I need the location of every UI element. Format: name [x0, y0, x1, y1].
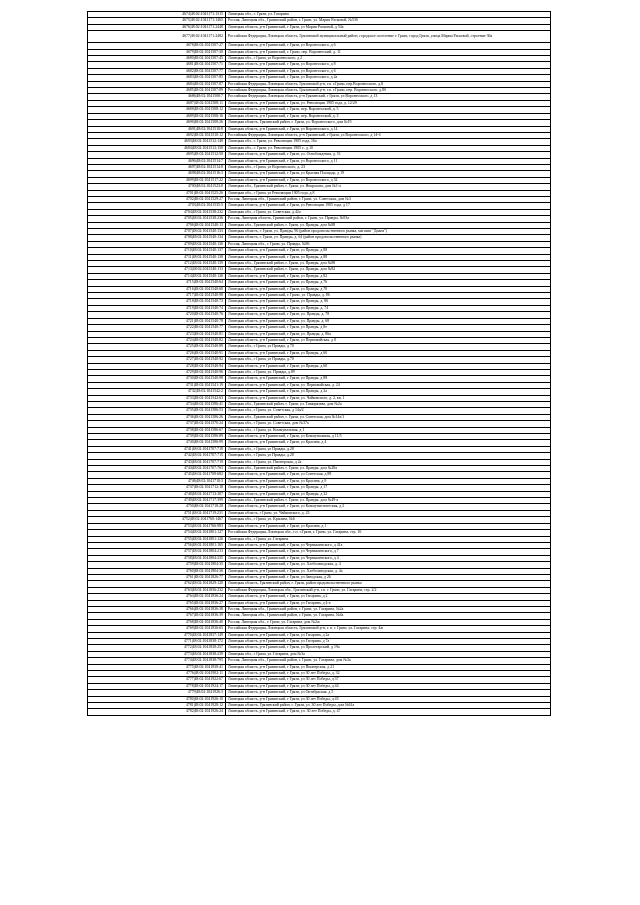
cadastral-number-cell: 4750|48:02:1041718:28 [88, 504, 226, 510]
cadastral-number-cell: 4674|48:02:1041171:1315 [88, 12, 226, 18]
cadastral-number-cell: 4778|48:02:1041924:17 [88, 683, 226, 689]
address-cell: Липецкая обл., г Грязи, ул. Советская, дом №37а [226, 421, 551, 427]
address-cell: Липецкая область, р-н Грязинский, г Грязи, ул Правды, д 88 [226, 248, 551, 254]
cadastral-number-cell: 4694|48:02:1041512:150 [88, 145, 226, 151]
address-cell: Липецкая область, р-н Грязинский, г Грязи, ул Правды, д 82 [226, 273, 551, 279]
cadastral-number-cell: 4769|48:02:1041836:65 [88, 626, 226, 632]
cadastral-number-cell: 4714|48:02:1041540:126 [88, 273, 226, 279]
table-row [88, 709, 551, 715]
address-cell: Липецкая область, р-н Грязинский, г Грязи, ул Правды, д 88 [226, 254, 551, 260]
address-cell: Российская Федерация, Липецкая обл., г.п. г.Грязи, г. Грязи, ул. Гагарина, стр. 16 [226, 530, 551, 536]
cadastral-number-cell: 4754|48:02:1041801:127 [88, 530, 226, 536]
address-cell: Липецкая область, г. Грязи, ул. Правды, 96 (район продовольственного рынка, магазин "Диана") [226, 229, 551, 235]
cadastral-number-cell: 4773|48:02:1041838:239 [88, 651, 226, 657]
address-cell: Липецкая область, р-н Грязинский, г Грязи, ул Гагарина, д 4-а [226, 600, 551, 606]
cadastral-number-cell: 4675|48:02:1041171:1465 [88, 18, 226, 24]
cadastral-number-cell: 4766|48:02:1041836:38 [88, 606, 226, 612]
cadastral-number-cell: 4753|48:02:1041766:983 [88, 523, 226, 529]
address-cell: Липецкая область, р-н Грязинский, г Грязи, ул Красина, д 9 [226, 478, 551, 484]
address-cell: Липецкая обл., Грязинский район, г. Грязи, ул. Некрасова, дом №1-а [226, 184, 551, 190]
address-table-body [88, 12, 551, 716]
cadastral-number-cell: 4690|48:02:1041508:26 [88, 120, 226, 126]
address-cell: Липецкая область, р-н Грязинский, г Грязи, ул Чернышевского, д 7 [226, 549, 551, 555]
cadastral-number-cell: 4710|48:02:1041540:137 [88, 248, 226, 254]
address-cell: Липецкая область, р-н Грязинский, г Грязи, ул. Хлебозаводская, д. 4а [226, 568, 551, 574]
address-cell: Липецкая область, р-н Грязинский, г Грязи, ул Воронеоского, д 32 [226, 177, 551, 183]
address-cell: Липецкая область, р-н Грязинский, г Грязи, ул. Правды, д. 78 [226, 312, 551, 318]
cadastral-number-cell: 4745|48:02:1041708:682 [88, 472, 226, 478]
address-cell: Российская Федерация, Липецкая обл., Грязинский р-н, г.п. г. Грязи, ул. Гагарина, стр. 2/2 [226, 587, 551, 593]
cadastral-number-cell: 4758|48:02:1041804:235 [88, 555, 226, 561]
address-cell: Липецкая область, р-н Грязинский, г. Грязи, ул. Правды, д. 86 [226, 293, 551, 299]
address-cell: Россия, Липецкая обл., Грязинский район, г. Грязи, ул. Гагарина, №4а [226, 613, 551, 619]
cadastral-number-cell: 4684|48:02:1041507:87 [88, 81, 226, 87]
cadastral-number-cell: 4679|48:02:1041507:30 [88, 49, 226, 55]
address-cell: Российская Федерация, Липецкая область, р-н Грязинский, г Грязи, ул Воронеоского, д 13 [226, 94, 551, 100]
address-cell: Липецкая область, р-н Грязинский, г Грязи, ул 30 лет Победы, д 37 [226, 677, 551, 683]
cadastral-number-cell: 4717|48:02:1041540:98 [88, 293, 226, 299]
cadastral-number-cell: 4740|48:02:1041586:99 [88, 440, 226, 446]
cadastral-number-cell: 4756|48:02:1041801:165 [88, 542, 226, 548]
cadastral-number-cell: 4772|48:02:1041838:257 [88, 645, 226, 651]
address-cell: Липецкая обл., г Грязи, ул Правды, д.28 [226, 446, 551, 452]
address-cell: Липецкая обл., г Грязи, ул. Пионерская, д 2а [226, 459, 551, 465]
cadastral-number-cell: 4780|48:02:1041926:10 [88, 696, 226, 702]
address-cell: Липецкая область, р-н Грязинский, г Грязи, ул. Правды, д. 68 [226, 318, 551, 324]
address-cell: Липецкая область, р-н Грязинский, г Грязи, ул Правды, д. 74 [226, 305, 551, 311]
cadastral-number-cell: 4768|48:02:1041836:40 [88, 619, 226, 625]
cadastral-number-cell: 4707|48:02:1041540:133 [88, 229, 226, 235]
cadastral-number-cell: 4764|48:02:1041836:24 [88, 594, 226, 600]
cadastral-number-cell: 4731|48:02:1041541:19 [88, 382, 226, 388]
address-cell: Липецкая обл., г Грязи, ул Воронеоского, д 2 [226, 56, 551, 62]
cadastral-number-cell: 4774|48:02:1041838:795 [88, 658, 226, 664]
address-cell: Липецкая обл., г Грязи, ул. Советская, д 14а/2 [226, 408, 551, 414]
address-cell: Липецкая обл., г. Грязи, ул. Революции 1905 года, 16а [226, 139, 551, 145]
address-cell: Российская Федерация, Липецкая область, Грязинский р-н, г. п. г. Грязи, ул. Гагарина, стр. 4ж [226, 626, 551, 632]
cadastral-number-cell: 4776|48:02:1041902:11 [88, 671, 226, 677]
cadastral-number-cell: 4691|48:02:1041510:8 [88, 126, 226, 132]
address-cell: Липецкая область, р-н Грязинский, г Грязи, ул Гагарина, д 7а [226, 639, 551, 645]
cadastral-number-cell: 4683|48:02:1041507:85 [88, 75, 226, 81]
cadastral-number-cell: 4716|48:02:1041540:68 [88, 286, 226, 292]
address-cell: Липецкая область, р-н Грязинский, г Грязи, ул Воронеоского, д 14 [226, 126, 551, 132]
cadastral-number-cell: 4757|48:02:1041804:213 [88, 549, 226, 555]
cadastral-number-cell: 4741|48:02:1041707:718 [88, 446, 226, 452]
address-cell: Липецкая обл., Грязинский район, г. Грязи, ул. Тимирязева, дом №2а [226, 401, 551, 407]
address-cell: Липецкая область, г Грязи, ул. Чайковского, д. 23 [226, 510, 551, 516]
cadastral-number-cell: 4760|48:02:1041804:36 [88, 568, 226, 574]
cadastral-number-cell: 4686|48:02:1041508:7 [88, 94, 226, 100]
address-cell: Липецкая область, р-н Грязинский, г Грязи, ул Заводская, д 26 [226, 574, 551, 580]
cadastral-number-cell: 4755|48:02:1041801:126 [88, 536, 226, 542]
cadastral-number-cell: 4696|48:02:1041514:7 [88, 158, 226, 164]
address-cell: Липецкая область, р-н Грязинский, г Грязи, ул Марии Расковой, д 54а [226, 24, 551, 30]
address-cell: Липецкая область, р-н Грязинский, г. Грязи, пер. Воронеоский, д. 11 [226, 49, 551, 55]
address-cell: Липецкая область, р-н Грязинский, г Грязи, ул Правды, д 17 [226, 485, 551, 491]
address-cell: Липецкая обл., г Грязи, ул Воронеоского, д. 23 [226, 164, 551, 170]
cadastral-number-cell: 4726|48:02:1041540:91 [88, 350, 226, 356]
address-cell: Россия, Липецкая обл., Грязинский район, г. Грязи, ул. Марии Расковой, №53б [226, 18, 551, 24]
cadastral-number-cell: 4779|48:02:1041926:3 [88, 690, 226, 696]
address-cell: Липецкая область, р-н Грязинский, г Грязи, ул 30 лет Победы, д. 32 [226, 671, 551, 677]
address-cell: Липецкая область, р-н Грязинский, г Грязи, ул. Первомайская, д. 24 [226, 382, 551, 388]
cadastral-number-cell: 4682|48:02:1041507:77 [88, 68, 226, 74]
address-cell: Липецкая обл., г Грязи, ул Правды, д.28 [226, 453, 551, 459]
cadastral-number-cell: 4763|48:02:1041836:232 [88, 587, 226, 593]
address-cell: Липецкая область, Грязинский район, г. Грязи, ул. 30 лет Победы, дом №61а [226, 703, 551, 709]
cadastral-number-cell: 4734|48:02:1041586:41 [88, 401, 226, 407]
address-cell: Липецкая обл., Грязинский район, г. Грязи, ул. Правды, дом №88 [226, 261, 551, 267]
cadastral-number-cell: 4727|48:02:1041540:92 [88, 357, 226, 363]
cadastral-number-cell: 4719|48:02:1041540:74 [88, 305, 226, 311]
address-cell: Липецкая обл., Грязинский район, г. Грязи, ул. Правды, дом №82 [226, 267, 551, 273]
cadastral-number-cell: 4687|48:02:1041508:11 [88, 100, 226, 106]
address-cell: Липецкая область, р-н Грязинский, г Грязи, пер. Воронеоский, д. 3 [226, 113, 551, 119]
address-cell: Липецкая область, р-н Грязинский, г Грязи, ул Революции 1905 года, д 17 [226, 203, 551, 209]
address-cell: Липецкая область, р-н Грязинский, г Грязи, ул Чернышевского, д 4 [226, 555, 551, 561]
address-cell: Российская Федерация, Липецкая область, Грязинский р-н, г.п. г.Грязи, пер.Воронеоского, д.8 [226, 81, 551, 87]
cadastral-number-cell: 4735|48:02:1041586:53 [88, 408, 226, 414]
address-cell: Липецкая область, р-н Грязинский, г Грязи, ул Чернышевского, д 41а [226, 542, 551, 548]
cadastral-number-cell: 4718|48:02:1041540:73 [88, 299, 226, 305]
address-cell: Липецкая область, р-н Грязинский, г Грязи, ул Коммунистическая, д 2 [226, 504, 551, 510]
cadastral-number-cell: 4759|48:02:1041804:35 [88, 562, 226, 568]
cadastral-number-cell: 4712|48:02:1041540:139 [88, 261, 226, 267]
address-cell: Липецкая область, р-н Грязинский, г Грязи, ул Воронеоского, д 6 [226, 43, 551, 49]
address-cell: Липецкая область, р-н Грязинский, г Грязи, ул 30 лет Победы, д 44 [226, 683, 551, 689]
address-cell: Липецкая обл., г Грязи, ул Революции 1905 года, д.8 [226, 190, 551, 196]
address-cell: Липецкая область, р-н Грязинский, г Грязи, ул Правды, д 8е [226, 325, 551, 331]
cadastral-number-cell: 4709|48:02:1041540:136 [88, 241, 226, 247]
address-cell: Липецкая обл., Грязинский район, г. Грязи, ул. Советская, дом №14а/1 [226, 414, 551, 420]
cadastral-number-cell: 4767|48:02:1041836:39 [88, 613, 226, 619]
address-cell: Липецкая область, р-н Грязинский, г Грязи, ул Правды, д 60 [226, 350, 551, 356]
address-cell: Липецкая область, р-н Грязинский, г Грязи, ул. Правды, д. 86а [226, 331, 551, 337]
cadastral-number-cell: 4722|48:02:1041540:77 [88, 325, 226, 331]
address-cell: Россия, Липецкая область, Грязинский район, г. Грязи, ул. Правды, №93а [226, 216, 551, 222]
cadastral-number-cell: 4698|48:02:1041516:3 [88, 171, 226, 177]
cadastral-number-cell: 4708|48:02:1041540:134 [88, 235, 226, 241]
address-cell: Липецкая область, Грязинский район, г. Грязи, район продовольственного рынка [226, 581, 551, 587]
address-cell: Российская Федерация, Липецкая область, р-н Грязинский, г Грязи, ул Воронеоского, д 14-б [226, 132, 551, 138]
cadastral-number-cell: 4777|48:02:1041922:67 [88, 677, 226, 683]
address-cell: Липецкая обл., Грязинский район, г. Грязи, ул. Правды, дом №49-а [226, 498, 551, 504]
address-cell: Липецкая обл., г Грязи, ул. Коммунальная, д 1 [226, 427, 551, 433]
address-cell: Липецкая область, р-н Грязинский, г Грязи, ул Красина, д 1 [226, 523, 551, 529]
table-row [88, 31, 551, 43]
address-cell: Липецкая область, р-н Грязинский, г Грязи, ул. 30 лет Победы, д. 47 [226, 709, 551, 715]
address-cell: Липецкая область, р-н Грязинский, г Грязи, ул Пролетарский, д 19а [226, 645, 551, 651]
cadastral-number-cell: 4782|48:02:1041926:24 [88, 709, 226, 715]
cadastral-number-cell: 4723|48:02:1041540:81 [88, 331, 226, 337]
cadastral-number-cell: 4704|48:02:1041538:232 [88, 209, 226, 215]
cadastral-number-cell: 4695|48:02:1041512:50 [88, 152, 226, 158]
cadastral-number-cell: 4729|48:02:1041540:96 [88, 369, 226, 375]
cadastral-number-cell: 4725|48:02:1041540:89 [88, 344, 226, 350]
cadastral-number-cell: 4775|48:02:1041838:41 [88, 664, 226, 670]
address-cell: Липецкая область, р-н Грязинский, г Грязи, ул Красная Площадь, д 19 [226, 171, 551, 177]
cadastral-number-cell: 4738|48:02:1041586:67 [88, 427, 226, 433]
address-cell: Липецкая область, р-н Грязинский, г Грязи, ул Гагарина, д 2а [226, 632, 551, 638]
cadastral-number-cell: 4689|48:02:1041508:16 [88, 113, 226, 119]
address-cell: Липецкая обл., г Грязи, ул Правды, д.70 [226, 357, 551, 363]
cadastral-number-cell: 4732|48:02:1041542:2 [88, 389, 226, 395]
address-cell: Липецкая обл., Грязинский район, г. Грязи, ул. Правды, дом №28а [226, 466, 551, 472]
cadastral-number-cell: 4728|48:02:1041540:94 [88, 363, 226, 369]
cadastral-number-cell: 4765|48:02:1041836:27 [88, 600, 226, 606]
address-cell: Липецкая область, р-н Грязинский, г Грязи, ул. Чайковского, д. 2, кв. 1 [226, 395, 551, 401]
address-cell: Липецкая область, р-н Грязинский, г Грязи, ул Воронеоского, д 2а [226, 75, 551, 81]
address-cell: Липецкая область, р-н Грязинский, г Грязи, ул Правды, д 76 [226, 280, 551, 286]
cadastral-number-cell: 4733|48:02:1041542:63 [88, 395, 226, 401]
cadastral-number-cell: 4749|48:02:1041717:399 [88, 498, 226, 504]
cadastral-number-cell: 4701|48:02:1041525:26 [88, 190, 226, 196]
cadastral-number-cell: 4692|48:02:1041510:12 [88, 132, 226, 138]
address-cell: Российская Федерация, Липецкая область, Грязинский р-н, г.п. г.Грязи, пер. Воронеоского, д.8б [226, 88, 551, 94]
cadastral-number-cell: 4693|48:02:1041512:148 [88, 139, 226, 145]
cadastral-number-cell: 4685|48:02:1041507:89 [88, 88, 226, 94]
cadastral-number-cell: 4703|48:02:1041535:5 [88, 203, 226, 209]
address-cell: Липецкая обл., г. Грязи, ул. Гагарина [226, 12, 551, 18]
cadastral-number-cell: 4762|48:02:1041829:120 [88, 581, 226, 587]
cadastral-number-cell: 4715|48:02:1041540:64 [88, 280, 226, 286]
address-cell: Липецкая область, р-н Грязинский, г Грязи, ул Пионерская, д 21 [226, 664, 551, 670]
cadastral-number-cell: 4752|48:02:1041760:1467 [88, 517, 226, 523]
address-cell: Россия, Липецкая обл., Грязинский район, г. Грязи, ул. Советская, дом №3 [226, 196, 551, 202]
address-cell: Липецкая область, р-н Грязинский, г Грязи, ул Коммунальная, д 11/5 [226, 434, 551, 440]
address-cell: Липецкая область, р-н Грязинский, г Грязи, ул Правды, д 88 [226, 376, 551, 382]
cadastral-number-cell: 4678|48:02:1041507:27 [88, 43, 226, 49]
address-cell: Российская Федерация, Липецкая область, Грязинский муниципальный район, городское поселение г. Грязи, город Грязи, улица Марии Расковой, строение 36а [226, 31, 551, 43]
document-sheet [87, 11, 550, 716]
address-cell: Липецкая область, Грязинский район, г. Грязи, ул. Воронеоского, дом №19 [226, 120, 551, 126]
address-cell: Россия, Липецкая обл., Грязинский район, г. Грязи, ул. Гагарина, №2а [226, 606, 551, 612]
cadastral-number-cell: 4688|48:02:1041508:12 [88, 107, 226, 113]
address-cell: Липецкая обл., г Грязи, ул. Гагарина [226, 536, 551, 542]
address-cell: Липецкая область, р-н Грязинский, г Грязи, ул Красина, д 4 [226, 440, 551, 446]
cadastral-number-cell: 4724|48:02:1041540:82 [88, 337, 226, 343]
address-cell: Липецкая область, р-н Грязинский, г Грязи, ул. Революции 1905 года, д. 12/29 [226, 100, 551, 106]
cadastral-number-cell: 4706|48:02:1041540:13 [88, 222, 226, 228]
address-cell: Липецкая область, р-н Грязинский, г Грязи, ул Правды, д. 86 [226, 299, 551, 305]
address-cell: Липецкая обл., г Грязи, ул. Правды, д.89 [226, 369, 551, 375]
cadastral-number-cell: 4742|48:02:1041707:715 [88, 453, 226, 459]
address-cell: Липецкая область, р-н Грязинский, г Грязи, ул Октябрьская, д 5 [226, 690, 551, 696]
cadastral-number-cell: 4736|48:02:1041586:26 [88, 414, 226, 420]
address-cell: Липецкая область, р-н Грязинский, г Грязи, ул Первомайская, д 8 [226, 337, 551, 343]
cadastral-number-cell: 4711|48:02:1041540:138 [88, 254, 226, 260]
cadastral-number-cell: 4744|48:02:1041707:763 [88, 466, 226, 472]
address-cell: Липецкая область, р-н Грязинский, г Грязи, пер. Воронеоский, д. 5 [226, 107, 551, 113]
address-cell: Липецкая область, р-н Грязинский, г Грязи, ул Воронеоского, д 11 [226, 158, 551, 164]
cadastral-number-cell: 4720|48:02:1041540:76 [88, 312, 226, 318]
cadastral-number-cell: 4705|48:02:1041538:236 [88, 216, 226, 222]
cadastral-number-cell: 4748|48:02:1041713:307 [88, 491, 226, 497]
address-cell: Липецкая обл., г Грязи, ул Правды, д 70 [226, 344, 551, 350]
cadastral-number-cell: 4751|48:02:1041719:231 [88, 510, 226, 516]
cadastral-number-cell: 4676|48:02:1041171:2448 [88, 24, 226, 30]
address-cell: Липецкая обл., г. Грязи, ул. Революции 1905 г., д.10 [226, 145, 551, 151]
cadastral-number-cell: 4702|48:02:1041529:27 [88, 196, 226, 202]
address-cell: Липецкая область, р-н Грязинский, г Грязи, ул. Освобождения, д. 51 [226, 152, 551, 158]
cadastral-number-cell: 4721|48:02:1041540:78 [88, 318, 226, 324]
address-cell: Липецкая область, р-н Грязинский, г Грязи, ул Воронеоского, д 8 [226, 62, 551, 68]
cadastral-number-cell: 4781|48:02:1041928:12 [88, 703, 226, 709]
address-cell: Липецкая область, р-н Грязинский, г Грязи, ул Правды, д 2а [226, 389, 551, 395]
cadastral-number-cell: 4770|48:02:1041837:149 [88, 632, 226, 638]
address-cell: Липецкая область, р-н Грязинский, г Грязи, ул Правды, д 32 [226, 491, 551, 497]
cadastral-number-cell: 4699|48:02:1041517:22 [88, 177, 226, 183]
address-cell: Россия, Липецкая обл., Грязинский район, г. Грязи, ул. Гагарина, дом №3а [226, 658, 551, 664]
address-cell: Липецкая область, р-н Грязинский, г Грязи, ул Воронеоского, д 6 [226, 68, 551, 74]
address-cell: Россия, Липецкая обл., г. Грязи, ул. Гагарина, дом №2ж [226, 619, 551, 625]
cadastral-number-cell: 4737|48:02:1041570:24 [88, 421, 226, 427]
cadastral-number-cell: 4743|48:02:1041707:719 [88, 459, 226, 465]
address-cell: Липецкая область, р-н Грязинский, г Грязи, ул Советская, д 88 [226, 472, 551, 478]
address-cell: Липецкая область, р-н Грязинский, г Грязи, ул 30 лет Победы, д 45 [226, 696, 551, 702]
address-cell: Липецкая область, р-н Грязинский, г Грязи, ул. Хлебозаводская, д. 4 [226, 562, 551, 568]
address-cell: Липецкая область, р-н Грязинский, г Грязи, ул Гагарина, д 2 [226, 594, 551, 600]
cadastral-number-cell: 4739|48:02:1041586:89 [88, 434, 226, 440]
cadastral-number-cell: 4681|48:02:1041507:71 [88, 62, 226, 68]
address-cell: Липецкая область, р-н Грязинский, г Грязи, ул Правды, д 60 [226, 363, 551, 369]
address-cell: Липецкая обл., Грязинский район, г. Грязи, ул. Правды, дом №88 [226, 222, 551, 228]
cadastral-number-cell: 4677|48:02:1041171:2482 [88, 31, 226, 43]
address-cell: Россия, Липецкая обл., г. Грязи, ул. Правды, №86 [226, 241, 551, 247]
cadastral-number-cell: 4747|48:02:1041712:18 [88, 485, 226, 491]
cadastral-number-cell: 4771|48:02:1041838:172 [88, 639, 226, 645]
cadastral-number-cell: 4680|48:02:1041507:45 [88, 56, 226, 62]
cadastral-number-cell: 4730|48:02:1041540:98 [88, 376, 226, 382]
cadastral-number-cell: 4700|48:02:1041523:8 [88, 184, 226, 190]
address-cell: Липецкая обл., г Грязи, ул. Советская, д.42а [226, 209, 551, 215]
address-cell: Липецкая область, р-н Грязинский, г Грязи, ул Правды, д 78 [226, 286, 551, 292]
cadastral-number-cell: 4761|48:02:1041826:77 [88, 574, 226, 580]
address-cell: Липецкая обл., г Грязи, ул. Гагарина, дом №3а [226, 651, 551, 657]
cadastral-number-cell: 4713|48:02:1041540:113 [88, 267, 226, 273]
cadastral-number-cell: 4746|48:02:1041710:3 [88, 478, 226, 484]
address-cell: Липецкая обл., г Грязи, ул. Красина, №6 [226, 517, 551, 523]
address-table [87, 11, 551, 716]
address-cell: Липецкая область, г. Грязи, ул. Правды, д. 64 (район продовольственного рынка) [226, 235, 551, 241]
cadastral-number-cell: 4697|48:02:1041514:8 [88, 164, 226, 170]
